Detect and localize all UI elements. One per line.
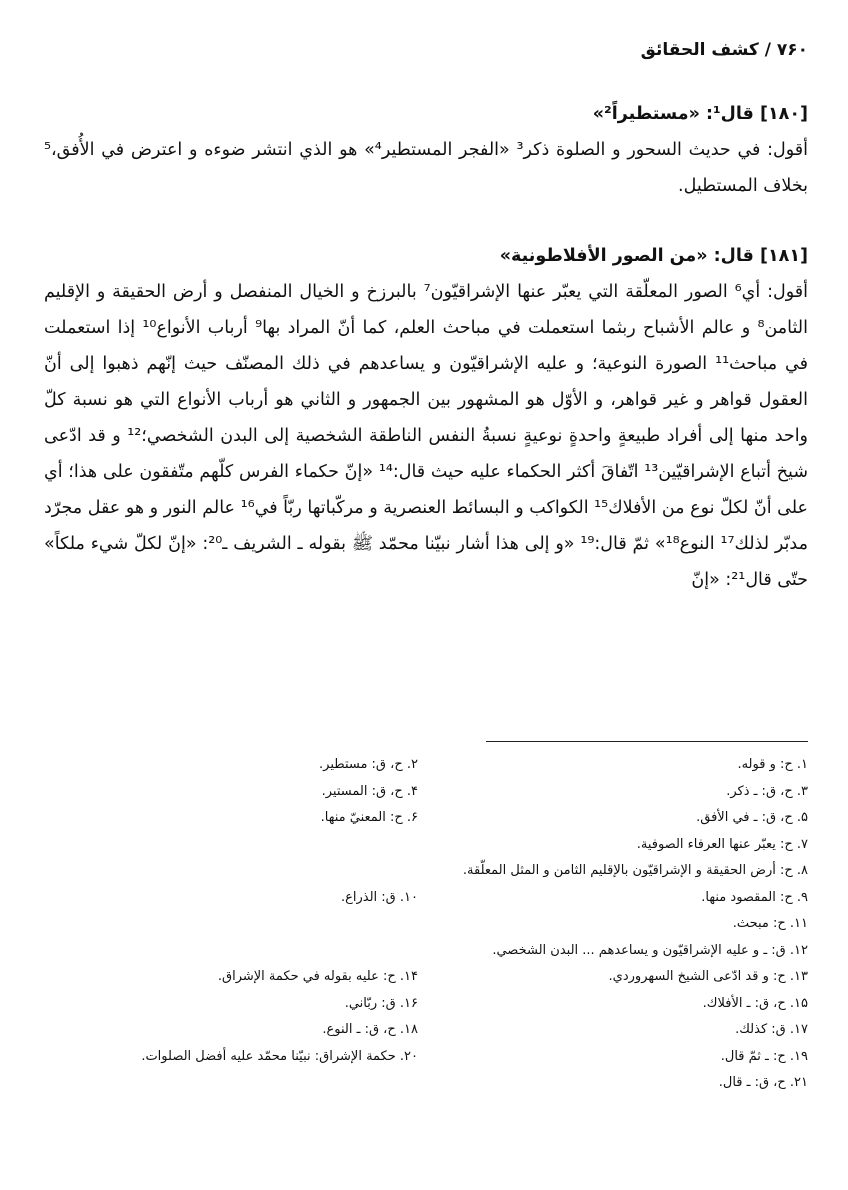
footnote-row [60,1070,808,1097]
footnote: ۱۲. ق: ـ و عليه الإشراقيّون و يساعدهم ... البدن الشخصي. [492,942,808,958]
entry-title: [۱۸۰] قال¹: «مستطیراً²» [592,104,808,124]
footnote: ۱. ح: و قوله. [737,757,808,772]
footnote: ۲. ح، ق: مستطير. [319,757,418,772]
footnote-separator [486,741,808,742]
section-gap [44,204,808,238]
footnote-row [60,938,808,965]
page-title: ۷۶۰ / کشف الحقائق [640,40,808,60]
footnote: ۷. ح: يعبّر عنها العرفاء الصوفية. [636,836,808,852]
footnotes [60,752,808,1097]
footnote-row [60,805,808,832]
footnote: ۱۱. ح: مبحث. [732,916,808,931]
footnote: ۱۳. ح: و قد ادّعى الشيخ السهروردي. [608,969,808,984]
footnote: ۶. ح: المعنيّ منها. [320,810,418,825]
footnote: ۱۰. ق: الذراع. [340,889,418,905]
footnote: ۳. ح، ق: ـ ذكر. [726,783,808,799]
footnote: ۵. ح، ق: ـ في الأفق. [696,810,808,825]
footnote-row [60,858,808,885]
footnote-row [60,964,808,991]
main-text [44,96,808,598]
footnote: ۲۰. حكمة الإشراق: نبيّنا محمّد عليه أفضل الصلوات. [141,1048,418,1064]
footnote-row [60,1044,808,1071]
footnote: ۱۶. ق: ربّاني. [344,995,418,1011]
footnote-row [60,885,808,912]
footnote-row [60,832,808,859]
footnote: ۱۸. ح، ق: ـ النوع. [322,1022,418,1037]
footnote: ۱۹. ح: ـ ثمّ قال. [720,1048,808,1064]
footnote-row [60,779,808,806]
footnote-row [60,752,808,779]
entry-paragraph: أقول: أي⁶ الصور المعلّقة التي يعبّر عنها الإشراقيّون⁷ بالبرزخ و الخيال المنفصل و أرض الحقيقة و الإقليم الثامن⁸ و عالم الأشباح ربثما استعملت في مباحث العلم، كما أنّ المراد بها⁹ أرباب الأنواع¹⁰ إذا استعملت في مباحث¹¹ الصورة النوعية؛ و عليه الإشراقيّون و يساعدهم في ذلك المصنّف حيث إنّهم ذهبوا إلى أنّ العقول قواهر و غير قواهر، و الأوّل هو المشهور بين الجمهور و الثاني هو أرباب الأنواع التي هو نسبة كلّ واحد منها إلى أفراد طبيعةٍ واحدةٍ نوعيةٍ نسبةُ النفس الناطقة الشخصية إلى البدن الشخصي؛¹² و قد ادّعى شيخ أتباع الإشراقيّين¹³ اتّفاقَ أكثر الحكماء عليه حيث قال:¹⁴ «إنّ حكماء الفرس كلّهم متّفقون على هذا؛ أي على أنّ لكلّ نوع من الأفلاك¹⁵ الكواكب و البسائط العنصرية و مركّباتها ربّاً في¹⁶ عالم النور و هو عقل مجرّد مدبّر لذلك¹⁷ النوع¹⁸» ثمّ قال:¹⁹ «و إلى هذا أشار نبيّنا محمّد ﷺ بقوله ـ الشريف ـ²⁰: «إنّ لكلّ شيء ملكاً» حتّى قال²¹: «إنّ [44,282,809,590]
footnote-row [60,911,808,938]
page-header [40,40,808,60]
footnote: ۱۴. ح: عليه بقوله في حكمة الإشراق. [217,969,418,984]
entry-title: [۱۸۱] قال: «من الصور الأفلاطونية» [499,246,808,266]
footnote-row [60,1017,808,1044]
footnote: ۹. ح: المقصود منها. [701,889,808,905]
entry-paragraph: أقول: في حديث السحور و الصلوة ذكر³ «الفجر المستطير⁴» هو الذي انتشر ضوءه و اعترض في الأُفق،⁵ بخلاف المستطيل. [44,140,809,196]
footnote: ۸. ح: أرض الحقيقة و الإشراقيّون بالإقليم الثامن و المثل المعلّقة. [462,863,808,878]
footnote-row [60,991,808,1018]
footnote: ۴. ح، ق: المستير. [321,783,418,799]
footnote: ۱۷. ق: كذلك. [735,1022,808,1037]
footnote: ۲۱. ح، ق: ـ قال. [718,1075,808,1090]
footnote: ۱۵. ح، ق: ـ الأفلاك. [702,995,808,1011]
